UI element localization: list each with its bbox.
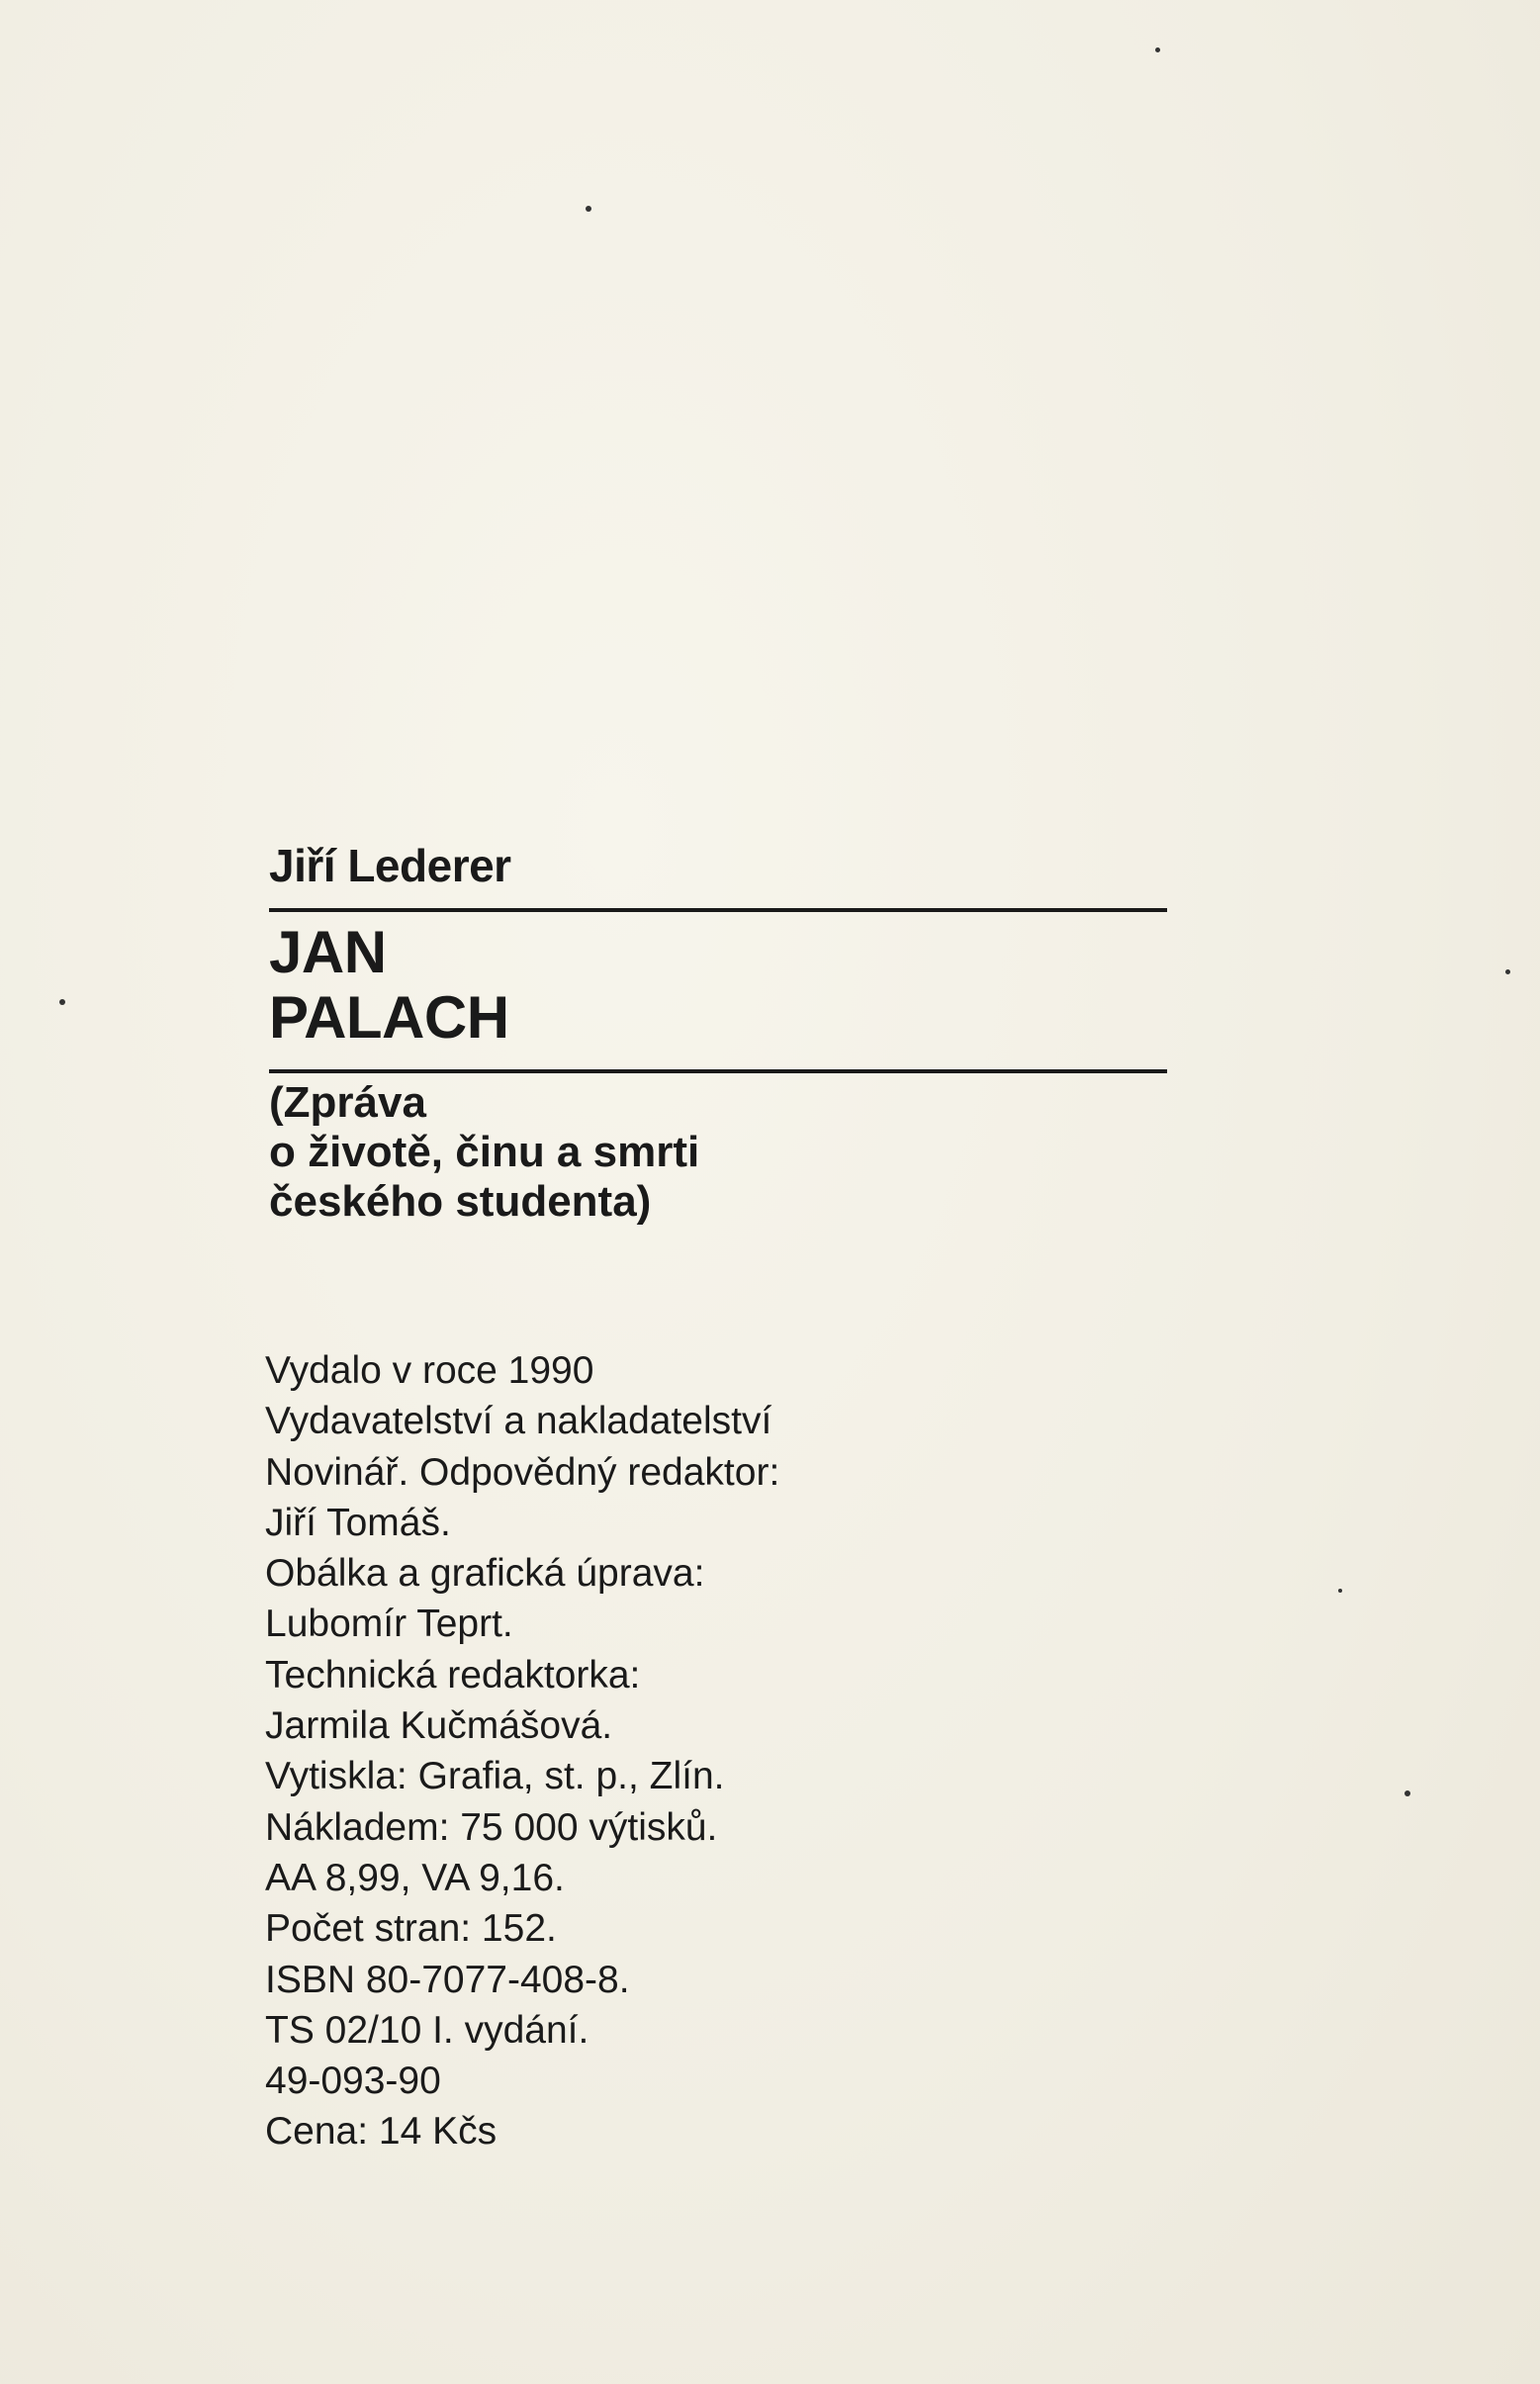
- book-subtitle: [269, 1078, 699, 1227]
- subtitle-line: českého studenta): [269, 1177, 652, 1226]
- paper-speck: [59, 999, 65, 1005]
- imprint-line: AA 8,99, VA 9,16.: [265, 1856, 565, 1899]
- imprint-line: Nákladem: 75 000 výtisků.: [265, 1805, 718, 1849]
- book-title: [269, 920, 509, 1051]
- imprint-line: Cena: 14 Kčs: [265, 2110, 498, 2154]
- imprint-line: Vydalo v roce 1990: [265, 1349, 594, 1392]
- imprint-line: Jiří Tomáš.: [265, 1501, 451, 1544]
- paper-speck: [1155, 47, 1160, 52]
- imprint-line: ISBN 80-7077-408-8.: [265, 1958, 630, 2001]
- paper-speck: [586, 206, 591, 212]
- book-title-line: PALACH: [269, 984, 509, 1051]
- imprint-line: TS 02/10 I. vydání.: [265, 2008, 589, 2052]
- imprint-line: Vydavatelství a nakladatelství: [265, 1400, 772, 1443]
- imprint-line: Obálka a grafická úprava:: [265, 1552, 705, 1596]
- author-name: Jiří Lederer: [269, 840, 511, 891]
- imprint-line: Novinář. Odpovědný redaktor:: [265, 1450, 780, 1494]
- imprint-line: 49-093-90: [265, 2060, 441, 2103]
- imprint-line: Vytiskla: Grafia, st. p., Zlín.: [265, 1755, 725, 1798]
- paper-speck: [1505, 969, 1510, 974]
- subtitle-line: (Zpráva: [269, 1078, 426, 1127]
- imprint-line: Jarmila Kučmášová.: [265, 1704, 613, 1748]
- paper-speck: [1338, 1589, 1342, 1593]
- imprint-line: Počet stran: 152.: [265, 1907, 557, 1951]
- paper-speck: [1404, 1790, 1410, 1796]
- divider-bottom: [269, 1069, 1167, 1073]
- divider-top: [269, 908, 1167, 912]
- book-title-line: JAN: [269, 919, 387, 985]
- subtitle-line: o životě, činu a smrti: [269, 1128, 700, 1176]
- imprint-line: Lubomír Teprt.: [265, 1603, 513, 1646]
- imprint-line: Technická redaktorka:: [265, 1653, 641, 1696]
- imprint-block: [265, 1345, 779, 2157]
